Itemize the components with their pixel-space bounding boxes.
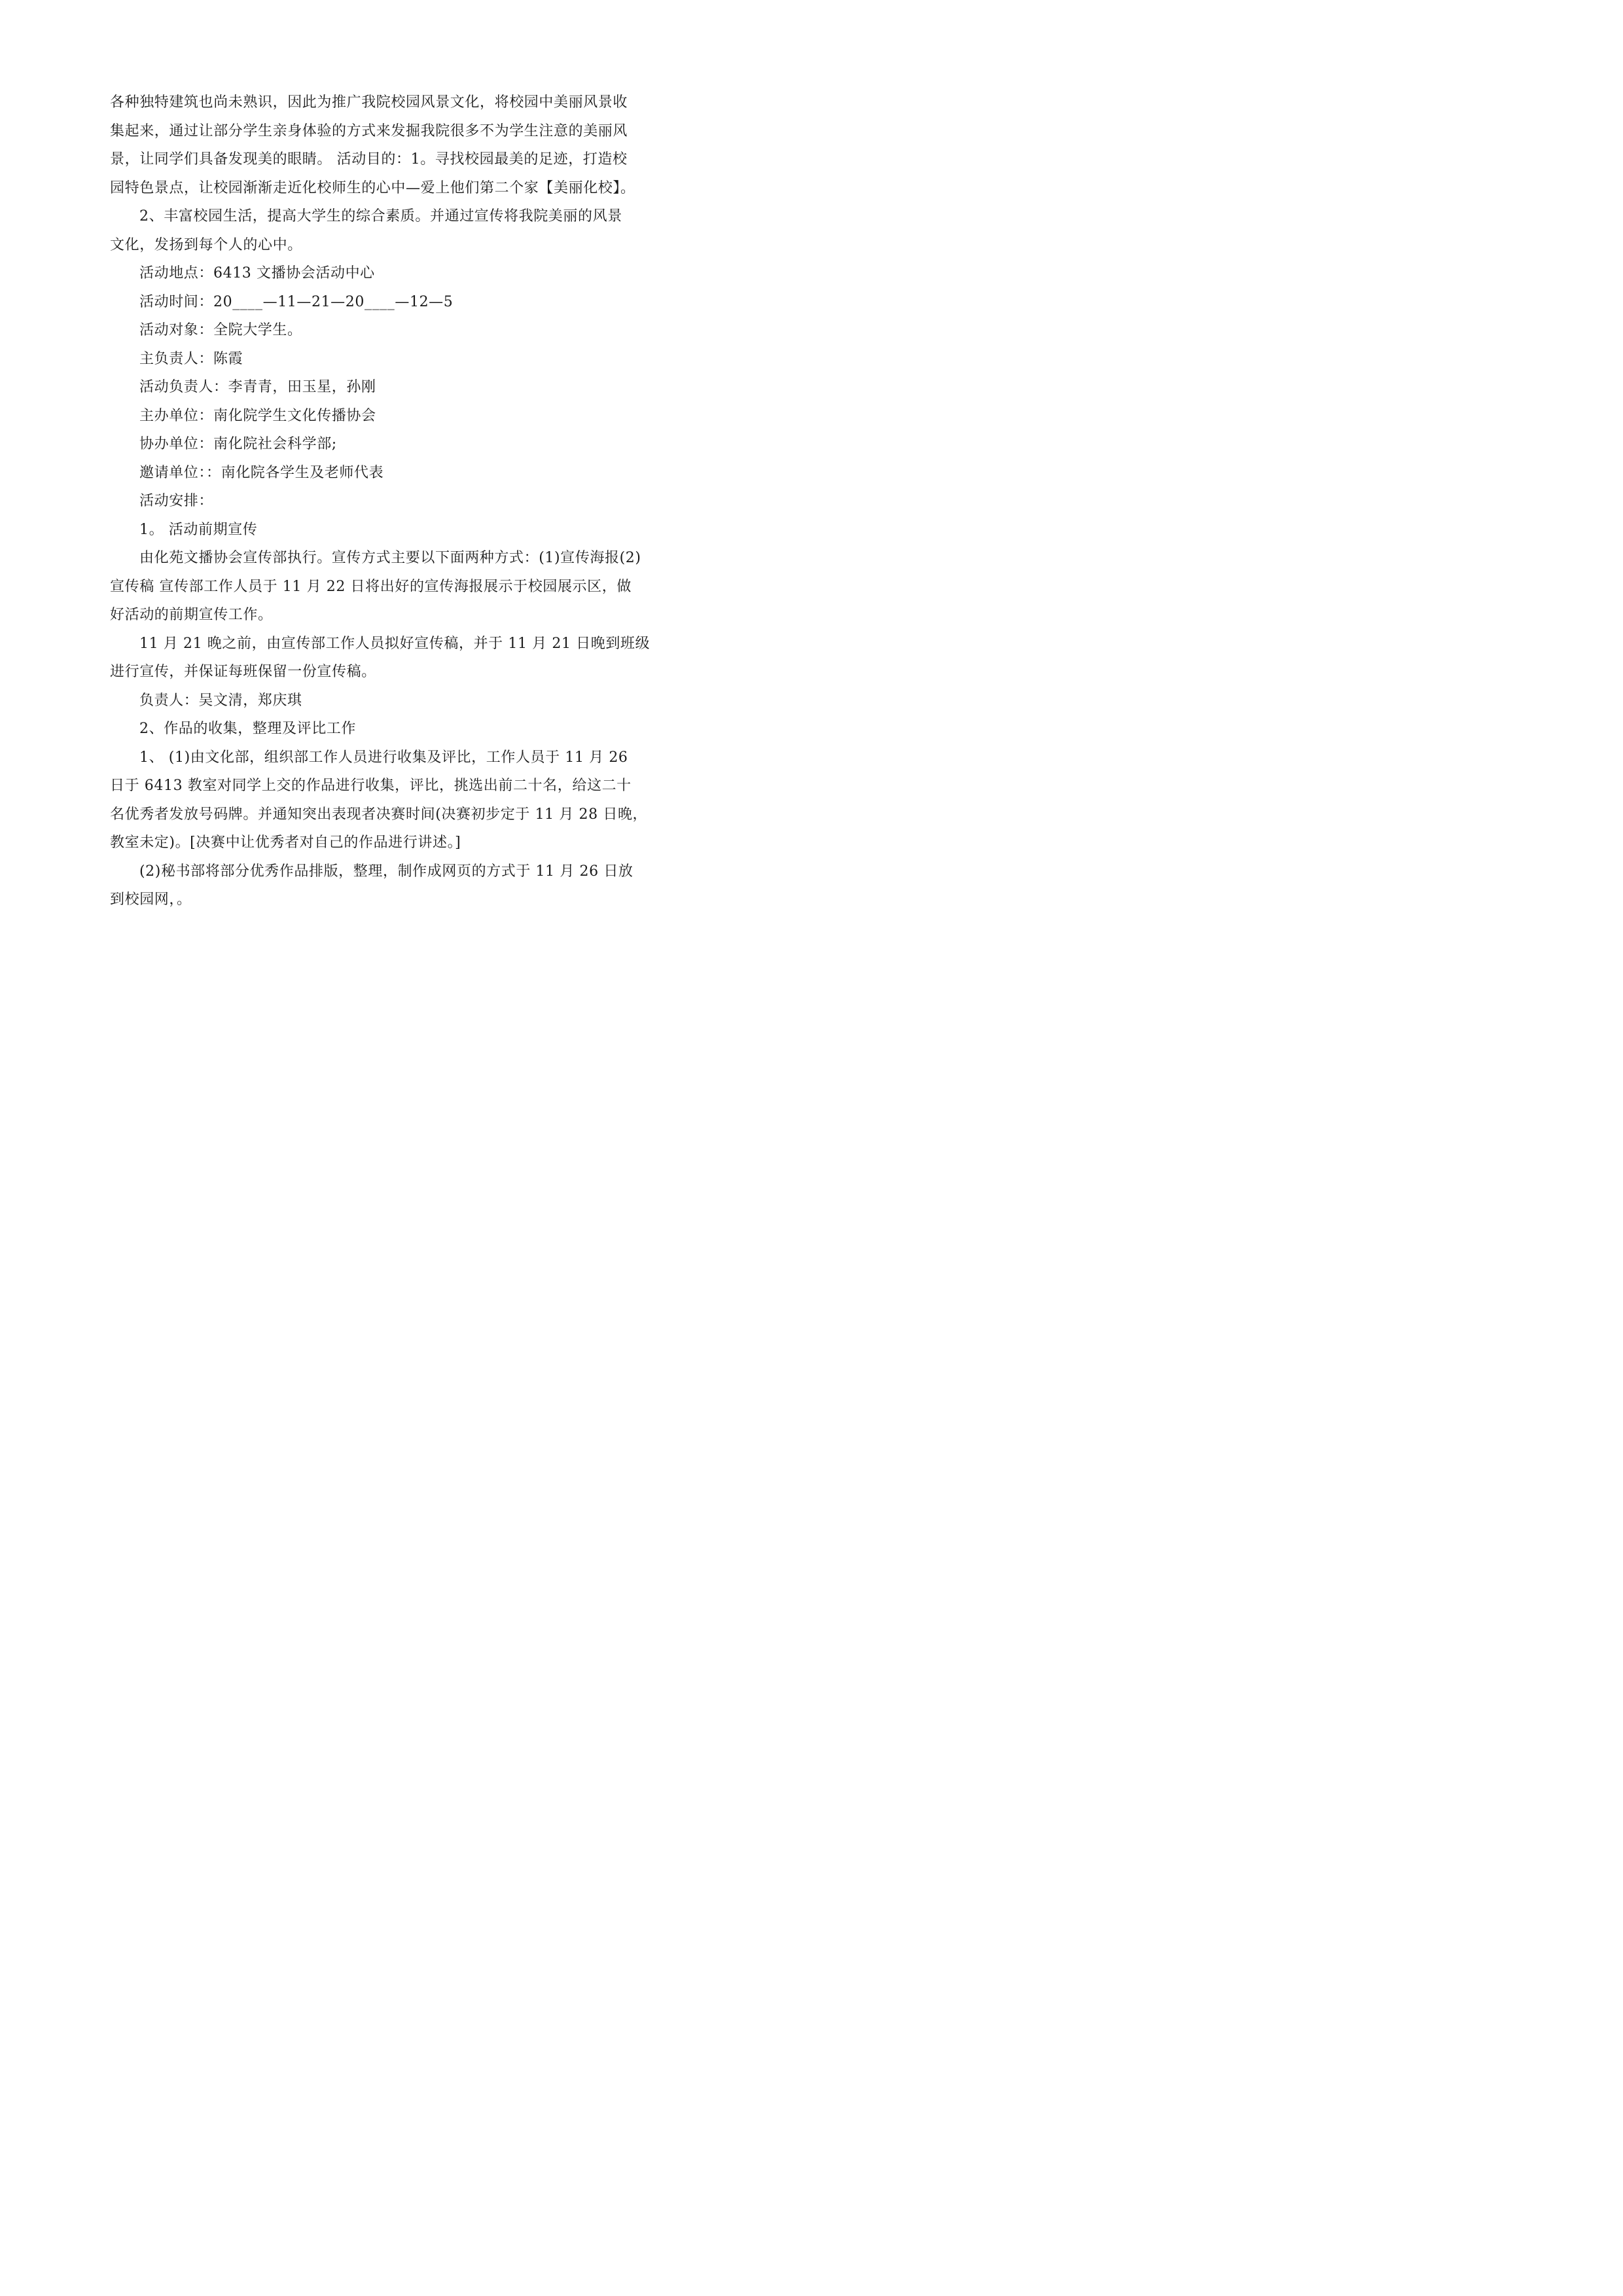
- document-page: [0, 0, 726, 1026]
- section-heading: 2、作品的收集，整理及评比工作: [139, 721, 356, 737]
- co-organizer: 协办单位：南化院社会科学部;: [139, 436, 337, 452]
- invited-units: 邀请单位：：南化院各学生及老师代表: [139, 464, 384, 481]
- text-line: 1、 (1)由文化部，组织部工作人员进行收集及评比，工作人员于 11 月 26: [139, 749, 628, 766]
- text-line: 教室未定)。[决赛中让优秀者对自己的作品进行讲述。]: [110, 834, 461, 851]
- lead-person: 主负责人：陈霞: [139, 350, 243, 367]
- text-line: 日于 6413 教室对同学上交的作品进行收集，评比，挑选出前二十名，给这二十: [110, 778, 632, 794]
- section-heading: 1。 活动前期宣传: [139, 521, 258, 538]
- text-line: 2、丰富校园生活，提高大学生的综合素质。并通过宣传将我院美丽的风景: [139, 208, 622, 224]
- text-line: 进行宣传，并保证每班保留一份宣传稿。: [110, 664, 376, 680]
- text-line: 由化苑文播协会宣传部执行。宣传方式主要以下面两种方式：(1)宣传海报(2): [139, 550, 641, 566]
- text-line: 各种独特建筑也尚未熟识，因此为推广我院校园风景文化，将校园中美丽风景收: [110, 94, 628, 111]
- text-line: (2)秘书部将部分优秀作品排版，整理，制作成网页的方式于 11 月 26 日放: [139, 863, 633, 880]
- text-line: 园特色景点，让校园渐渐走近化校师生的心中—爱上他们第二个家【美丽化校】。: [110, 179, 635, 196]
- activity-audience: 活动对象：全院大学生。: [139, 322, 302, 338]
- text-line: 文化，发扬到每个人的心中。: [110, 236, 302, 253]
- text-line: 宣传稿 宣传部工作人员于 11 月 22 日将出好的宣传海报展示于校园展示区，做: [110, 578, 632, 595]
- text-line: 名优秀者发放号码牌。并通知突出表现者决赛时间(决赛初步定于 11 月 28 日晚，: [110, 806, 648, 823]
- responsible-persons: 负责人：吴文清，郑庆琪: [139, 692, 302, 709]
- text-line: 景，让同学们具备发现美的眼睛。 活动目的：1。寻找校园最美的足迹，打造校: [110, 151, 628, 168]
- activity-schedule-heading: 活动安排：: [139, 493, 214, 509]
- document-body: [110, 88, 651, 914]
- text-line: 好活动的前期宣传工作。: [110, 607, 273, 623]
- activity-leaders: 活动负责人：李青青，田玉星，孙刚: [139, 379, 376, 395]
- text-line: 到校园网，。: [110, 891, 192, 908]
- activity-time: 活动时间：20____—11—21—20____—12—5: [139, 293, 454, 310]
- activity-location: 活动地点：6413 文播协会活动中心: [139, 265, 375, 281]
- organizer: 主办单位：南化院学生文化传播协会: [139, 407, 376, 424]
- text-line: 11 月 21 晚之前，由宣传部工作人员拟好宣传稿，并于 11 月 21 日晚到班级: [139, 635, 651, 652]
- text-line: 集起来，通过让部分学生亲身体验的方式来发掘我院很多不为学生注意的美丽风: [110, 122, 628, 139]
